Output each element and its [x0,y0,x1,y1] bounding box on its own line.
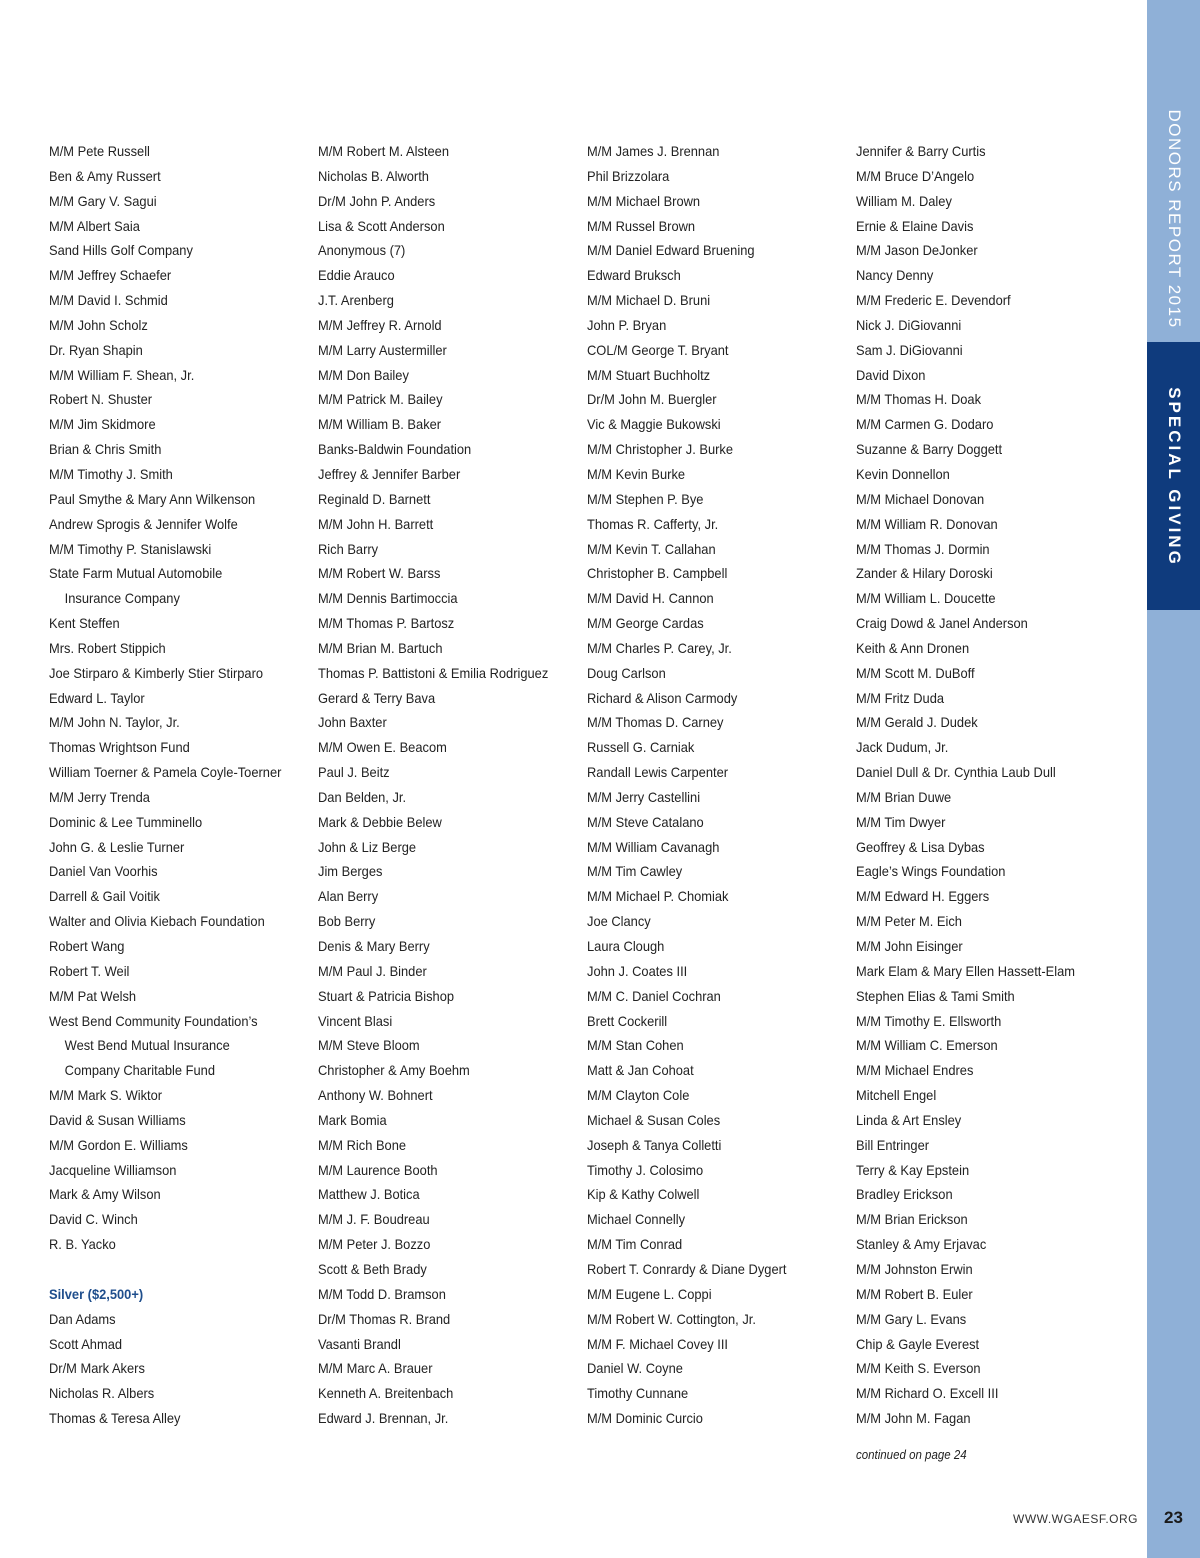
donor-name: M/M Robert B. Euler [856,1285,973,1302]
donor-name: M/M William L. Doucette [856,590,996,607]
donor-name: M/M Johnston Erwin [856,1260,973,1277]
donor-name: Eagle’s Wings Foundation [856,863,1006,880]
donor-name: Jim Berges [318,863,383,880]
donor-name: Vincent Blasi [318,1012,393,1029]
donor-name: M/M Christopher J. Burke [587,441,734,458]
donor-name: M/M Michael P. Chomiak [587,888,729,905]
donor-name: Robert T. Weil [49,962,130,979]
donor-name: M/M Pete Russell [49,143,150,159]
donor-name: John G. & Leslie Turner [49,838,185,855]
donor-name: State Farm Mutual Automobile [49,565,223,582]
donor-name: M/M Laurence Booth [318,1161,438,1178]
donor-name: Vic & Maggie Bukowski [587,416,721,433]
donor-name: Banks-Baldwin Foundation [318,441,472,458]
donor-name: M/M Jeffrey Schaefer [49,267,172,284]
donor-name: M/M William Cavanagh [587,838,720,855]
donor-name: M/M Stephen P. Bye [587,490,704,507]
donor-name: Dr/M Mark Akers [49,1360,145,1377]
donor-name: Robert Wang [49,938,125,954]
donor-name: Keith & Ann Dronen [856,639,970,656]
donor-name: Michael Connelly [587,1211,686,1228]
donor-name: David & Susan Williams [49,1111,186,1128]
donor-name: M/M J. F. Boudreau [318,1211,430,1228]
donor-name: Randall Lewis Carpenter [587,764,729,781]
donor-name: M/M Brian M. Bartuch [318,639,443,656]
donor-name: Mark & Amy Wilson [49,1186,161,1203]
donor-name: Joe Clancy [587,913,651,930]
donor-name: M/M Kevin T. Callahan [587,540,716,557]
donor-name: M/M Michael Donovan [856,490,985,507]
donor-name: Kenneth A. Breitenbach [318,1385,454,1402]
report-label-wrap [1147,103,1200,335]
donor-name: Nancy Denny [856,267,934,284]
donor-name: R. B. Yacko [49,1236,116,1253]
donor-name: John & Liz Berge [318,838,417,855]
donor-name: M/M Dominic Curcio [587,1410,703,1427]
donor-name: Walter and Olivia Kiebach Foundation [49,913,265,930]
donor-name: M/M Gerald J. Dudek [856,714,978,731]
donor-name: Sand Hills Golf Company [49,242,193,259]
donor-name: Kevin Donnellon [856,465,950,482]
donor-name: M/M William R. Donovan [856,515,998,532]
donor-name: Geoffrey & Lisa Dybas [856,838,985,855]
page-number: 23 [1164,1508,1183,1527]
donor-name: Linda & Art Ensley [856,1111,962,1128]
donor-name: West Bend Mutual Insurance [64,1037,230,1054]
donor-name: Dan Belden, Jr. [318,788,407,805]
donor-name: M/M Robert W. Cottington, Jr. [587,1310,756,1327]
donor-name: Robert N. Shuster [49,391,153,408]
donor-name: M/M Robert M. Alsteen [318,143,449,159]
donor-name: Mark & Debbie Belew [318,813,442,830]
donor-name: Anthony W. Bohnert [318,1087,433,1104]
donor-name: M/M Brian Erickson [856,1211,968,1228]
donor-name: COL/M George T. Bryant [587,341,729,358]
donor-name: Nicholas R. Albers [49,1385,155,1402]
donor-name: Sam J. DiGiovanni [856,341,963,358]
donor-name: Dr. Ryan Shapin [49,341,143,358]
donor-name: M/M Jason DeJonker [856,242,978,259]
donor-name: Laura Clough [587,938,665,954]
donor-name: Matt & Jan Cohoat [587,1062,694,1079]
donor-name: M/M Scott M. DuBoff [856,664,975,681]
donor-name: Russell G. Carniak [587,739,695,756]
donor-name: Darrell & Gail Voitik [49,888,160,905]
section-heading: Silver ($2,500+) [49,1285,144,1302]
donor-name: M/M Fritz Duda [856,689,945,706]
donor-name: Insurance Company [64,590,180,607]
donor-name: M/M John N. Taylor, Jr. [49,714,180,731]
donor-name: M/M Timothy E. Ellsworth [856,1012,1002,1029]
donor-column-4 [856,139,1118,1431]
donor-name: Bob Berry [318,913,376,930]
donor-name: William M. Daley [856,192,952,209]
spacer [49,1257,290,1282]
donor-name: Daniel Van Voorhis [49,863,158,880]
donor-name: M/M Jerry Castellini [587,788,701,805]
donor-name: Thomas & Teresa Alley [49,1410,181,1427]
footer-url: WWW.WGAESF.ORG [1013,1512,1138,1526]
donor-name: Paul Smythe & Mary Ann Wilkenson [49,490,256,507]
donor-name: J.T. Arenberg [318,292,394,309]
donor-name: M/M Thomas J. Dormin [856,540,990,557]
donor-name: Dr/M John P. Anders [318,192,436,209]
donor-name: M/M Patrick M. Bailey [318,391,443,408]
donor-name: Stanley & Amy Erjavac [856,1236,987,1253]
donor-name: M/M Tim Conrad [587,1236,683,1253]
report-label: DONORS REPORT 2015 [1164,109,1184,329]
donor-name: Brian & Chris Smith [49,441,162,458]
donor-name: M/M Peter J. Bozzo [318,1236,431,1253]
donor-name: Bradley Erickson [856,1186,953,1203]
donor-name: M/M Gordon E. Williams [49,1136,188,1153]
donor-name: Brett Cockerill [587,1012,668,1029]
donor-name: M/M Gary V. Sagui [49,192,157,209]
donor-name: M/M Albert Saia [49,217,140,234]
donor-name: Reginald D. Barnett [318,490,431,507]
donor-name: Eddie Arauco [318,267,395,284]
donor-name: Phil Brizzolara [587,167,670,184]
donor-name: Jack Dudum, Jr. [856,739,949,756]
donor-name: John Baxter [318,714,387,731]
donor-name: Richard & Alison Carmody [587,689,738,706]
donor-name: M/M William B. Baker [318,416,442,433]
donor-name: Edward Bruksch [587,267,681,284]
donor-name: David C. Winch [49,1211,138,1228]
donor-name: Alan Berry [318,888,379,905]
donor-name: M/M Don Bailey [318,366,409,383]
donor-name: M/M Timothy J. Smith [49,465,173,482]
donor-name: Scott & Beth Brady [318,1260,427,1277]
donor-name: M/M Bruce D’Angelo [856,167,975,184]
donor-name: Thomas P. Battistoni & Emilia Rodriguez [318,664,549,681]
donor-name: Craig Dowd & Janel Anderson [856,615,1028,632]
donor-name: Lisa & Scott Anderson [318,217,445,234]
donor-name: M/M William C. Emerson [856,1037,998,1054]
donor-name: M/M Paul J. Binder [318,962,427,979]
donor-name: M/M John Scholz [49,316,148,333]
donor-name: M/M William F. Shean, Jr. [49,366,195,383]
donor-name: Joe Stirparo & Kimberly Stier Stirparo [49,664,264,681]
donor-name: Paul J. Beitz [318,764,390,781]
donor-name: M/M Thomas H. Doak [856,391,982,408]
donor-name: M/M Richard O. Excell III [856,1385,999,1402]
donor-name: M/M Timothy P. Stanislawski [49,540,212,557]
donor-name: M/M Todd D. Bramson [318,1285,446,1302]
donor-name: M/M Mark S. Wiktor [49,1087,163,1104]
donor-name: M/M David H. Cannon [587,590,714,607]
donor-name: M/M Tim Dwyer [856,813,946,830]
donor-name: M/M Steve Catalano [587,813,704,830]
donor-name: Bill Entringer [856,1136,930,1153]
donor-name: Kent Steffen [49,615,120,632]
donor-name: Company Charitable Fund [64,1062,215,1079]
donor-name: Dan Adams [49,1310,116,1327]
donor-name: Ben & Amy Russert [49,167,161,184]
donor-name: Zander & Hilary Doroski [856,565,993,582]
donor-name: Jacqueline Williamson [49,1161,177,1178]
donor-name: Stephen Elias & Tami Smith [856,987,1015,1004]
donor-name: M/M James J. Brennan [587,143,720,159]
donor-name: M/M F. Michael Covey III [587,1335,729,1352]
donor-name: Matthew J. Botica [318,1186,420,1203]
donor-name: Doug Carlson [587,664,666,681]
donor-name: Timothy Cunnane [587,1385,689,1402]
donor-name: Daniel Dull & Dr. Cynthia Laub Dull [856,764,1056,781]
donor-name: M/M Michael D. Bruni [587,292,711,309]
donor-name: Timothy J. Colosimo [587,1161,704,1178]
donor-name: M/M Stuart Buchholtz [587,366,711,383]
donor-name: Stuart & Patricia Bishop [318,987,455,1004]
donor-name: Daniel W. Coyne [587,1360,683,1377]
donor-name: M/M Edward H. Eggers [856,888,990,905]
donor-name: M/M Frederic E. Devendorf [856,292,1011,309]
donor-name: M/M Owen E. Beacom [318,739,447,756]
donor-column-2 [318,139,580,1431]
donor-name: Ernie & Elaine Davis [856,217,974,234]
donor-name: M/M Dennis Bartimoccia [318,590,458,607]
donor-name: Mitchell Engel [856,1087,937,1104]
donor-name: M/M David I. Schmid [49,292,168,309]
donor-name: M/M Kevin Burke [587,465,686,482]
donor-name: West Bend Community Foundation’s [49,1012,258,1029]
donor-name: Terry & Kay Epstein [856,1161,970,1178]
donor-name: M/M Stan Cohen [587,1037,684,1054]
donor-name: M/M Michael Brown [587,192,701,209]
donor-name: M/M Rich Bone [318,1136,407,1153]
donor-name: M/M Jim Skidmore [49,416,156,433]
donor-name: M/M Charles P. Carey, Jr. [587,639,732,656]
donor-name: Andrew Sprogis & Jennifer Wolfe [49,515,238,532]
donor-name: Vasanti Brandl [318,1335,401,1352]
donor-name: M/M Thomas D. Carney [587,714,724,731]
donor-name: M/M Jerry Trenda [49,788,150,805]
donor-name: Edward J. Brennan, Jr. [318,1410,449,1427]
donor-column-3 [587,139,849,1431]
donor-name: M/M George Cardas [587,615,704,632]
donor-name: Nick J. DiGiovanni [856,316,962,333]
section-label-wrap [1147,378,1200,576]
donor-name: Christopher B. Campbell [587,565,728,582]
donor-name: M/M Thomas P. Bartosz [318,615,455,632]
donor-name: M/M Keith S. Everson [856,1360,981,1377]
donor-name: Mark Elam & Mary Ellen Hassett-Elam [856,962,1076,979]
donor-name: M/M John H. Barrett [318,515,434,532]
donor-name: Mrs. Robert Stippich [49,639,166,656]
donor-name: Christopher & Amy Boehm [318,1062,470,1079]
donor-name: M/M Clayton Cole [587,1087,690,1104]
donor-name: William Toerner & Pamela Coyle-Toerner [49,764,282,781]
donor-name: Michael & Susan Coles [587,1111,721,1128]
donor-name: M/M Larry Austermiller [318,341,447,358]
donor-name: Dr/M Thomas R. Brand [318,1310,451,1327]
donor-name: Mark Bomia [318,1111,387,1128]
donor-name: M/M Pat Welsh [49,987,137,1004]
donor-name: Thomas R. Cafferty, Jr. [587,515,719,532]
donor-name: M/M John Eisinger [856,938,963,954]
donor-name: Chip & Gayle Everest [856,1335,980,1352]
donor-name: M/M Robert W. Barss [318,565,441,582]
donor-name: M/M Daniel Edward Bruening [587,242,755,259]
donor-name: M/M Marc A. Brauer [318,1360,433,1377]
donor-name: M/M Michael Endres [856,1062,974,1079]
donor-name: M/M John M. Fagan [856,1410,971,1427]
donor-name: M/M Carmen G. Dodaro [856,416,994,433]
donor-name: Joseph & Tanya Colletti [587,1136,722,1153]
donor-column-1 [49,139,311,1431]
donor-name: M/M C. Daniel Cochran [587,987,721,1004]
donor-name: John J. Coates III [587,962,688,979]
donor-name: Kip & Kathy Colwell [587,1186,700,1203]
donor-name: Dr/M John M. Buergler [587,391,717,408]
donor-name: M/M Gary L. Evans [856,1310,967,1327]
donor-name: Jeffrey & Jennifer Barber [318,465,461,482]
donor-name: Nicholas B. Alworth [318,167,429,184]
donor-name: M/M Russel Brown [587,217,696,234]
donor-name: M/M Steve Bloom [318,1037,420,1054]
donor-name: Rich Barry [318,540,379,557]
donor-name: M/M Tim Cawley [587,863,683,880]
donor-name: Dominic & Lee Tumminello [49,813,203,830]
donor-name: M/M Peter M. Eich [856,913,962,930]
donor-name: M/M Jeffrey R. Arnold [318,316,442,333]
donor-name: M/M Brian Duwe [856,788,952,805]
donor-name: Denis & Mary Berry [318,938,430,954]
donor-name: John P. Bryan [587,316,667,333]
donor-name: Thomas Wrightson Fund [49,739,190,756]
section-label: SPECIAL GIVING [1164,387,1184,567]
donor-name: Robert T. Conrardy & Diane Dygert [587,1260,787,1277]
donor-name: M/M Eugene L. Coppi [587,1285,712,1302]
donor-name: Suzanne & Barry Doggett [856,441,1003,458]
continued-note: continued on page 24 [856,1448,967,1462]
donor-name: Edward L. Taylor [49,689,145,706]
donor-name: David Dixon [856,366,926,383]
donor-name: Scott Ahmad [49,1335,123,1352]
donor-name: Gerard & Terry Bava [318,689,436,706]
donor-name: Anonymous (7) [318,242,406,259]
donor-name: Jennifer & Barry Curtis [856,143,986,159]
